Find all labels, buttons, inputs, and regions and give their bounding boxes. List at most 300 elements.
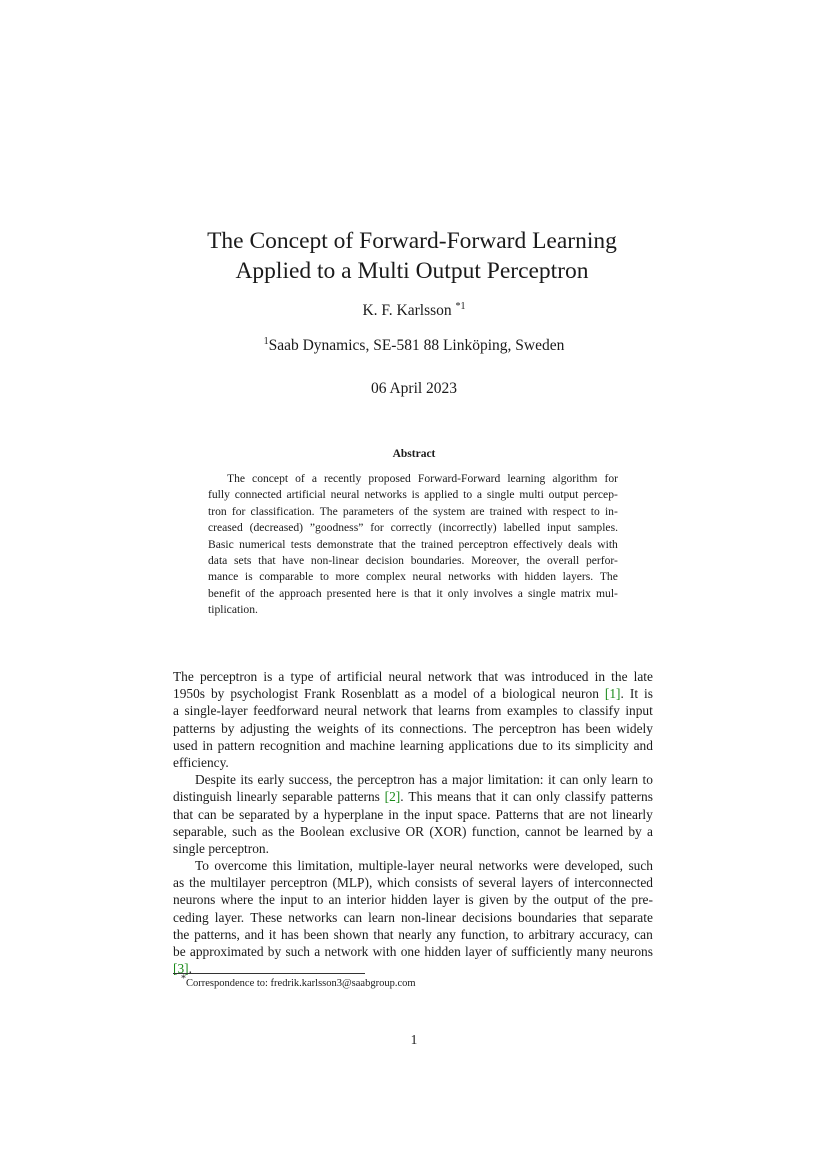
word: where	[220, 892, 254, 908]
word: neural	[330, 488, 360, 502]
word: ceding	[173, 909, 209, 925]
word: of	[295, 472, 305, 485]
word: complex	[365, 570, 406, 584]
word: efficiency.	[173, 754, 229, 770]
word: that	[373, 926, 394, 942]
word: consists	[414, 875, 458, 891]
word: was	[504, 669, 526, 684]
word: are	[470, 504, 485, 518]
word: such	[232, 823, 257, 839]
word: perceptron	[270, 875, 328, 891]
word: for	[370, 521, 384, 535]
word: only	[447, 586, 469, 600]
word: the	[278, 823, 295, 839]
word: boundaries	[518, 909, 577, 925]
word: system	[433, 504, 466, 518]
word: input	[280, 892, 308, 908]
word: layer.	[214, 909, 245, 925]
footnote	[181, 973, 416, 989]
word: major	[452, 772, 484, 788]
word: non-linear	[310, 553, 359, 567]
abstract-line	[208, 553, 618, 569]
word: a	[441, 772, 448, 788]
word: is	[411, 488, 420, 502]
word: Frank	[304, 686, 336, 702]
word: Rosenblatt	[341, 686, 399, 702]
word: neural	[412, 570, 442, 584]
word: labelled	[503, 521, 541, 535]
word: developed,	[564, 858, 623, 874]
word: connections.	[399, 720, 467, 736]
word: accuracy,	[579, 926, 630, 942]
word: layers.	[562, 570, 594, 584]
word: neurons	[173, 892, 216, 908]
author	[214, 302, 614, 320]
word: by	[210, 686, 225, 702]
word: has	[562, 720, 580, 736]
word: such	[285, 944, 310, 959]
word: given	[478, 892, 509, 908]
abstract-line	[208, 586, 618, 602]
word: neuron	[561, 686, 599, 702]
body-line	[173, 788, 653, 805]
word: more	[335, 570, 360, 584]
word: single	[173, 840, 209, 856]
word: of	[473, 686, 485, 702]
word: the	[403, 806, 421, 822]
word: effectively	[513, 537, 563, 551]
word: exclusive	[349, 823, 401, 839]
word: a	[476, 488, 483, 502]
word: and	[633, 737, 653, 753]
word: Moreover,	[471, 553, 520, 567]
word: (MLP),	[332, 875, 373, 891]
word: recognition	[259, 737, 321, 753]
word: by	[628, 823, 642, 839]
word: function,	[460, 926, 509, 942]
word: the	[611, 669, 628, 684]
word: it	[500, 789, 509, 805]
word: been	[303, 926, 329, 942]
title-line-2: Applied to a Multi Output Perceptron	[235, 258, 589, 284]
citation-link[interactable]: [3]	[173, 961, 189, 977]
word: neural	[324, 703, 358, 719]
word: it	[268, 926, 277, 942]
word: can	[198, 806, 217, 822]
word: layer	[465, 944, 492, 959]
word: limitation:	[487, 772, 544, 788]
word: by	[513, 892, 528, 908]
word: cannot	[524, 823, 561, 839]
footnote-text: Correspondence to: fredrik.karlsson3@saabgroup.com	[186, 978, 416, 989]
word: one	[400, 944, 421, 959]
word: its	[381, 720, 394, 736]
body-line	[173, 857, 653, 874]
word: been	[585, 720, 611, 736]
word: hidden	[524, 570, 557, 584]
word: hyperplane	[323, 806, 384, 822]
word: deals	[568, 537, 592, 551]
word: classification.	[250, 504, 315, 518]
word: It	[629, 686, 639, 702]
word: means	[436, 789, 472, 805]
word: trained	[489, 504, 522, 518]
word: its	[557, 737, 571, 753]
word: neurons	[610, 944, 653, 959]
body-line	[173, 874, 653, 891]
word: early	[257, 772, 285, 788]
body-line	[173, 840, 653, 857]
word: pre-	[631, 892, 653, 908]
word: (decreased)	[249, 521, 304, 535]
word: the	[173, 926, 190, 942]
word: of	[319, 669, 331, 684]
word: for	[231, 504, 246, 518]
word: machine	[349, 737, 396, 753]
word: limitation,	[297, 858, 353, 874]
word: percep-	[583, 488, 618, 502]
word: input	[424, 806, 453, 822]
word: The	[173, 669, 194, 684]
word: separate	[609, 909, 653, 925]
word: the	[401, 537, 416, 551]
word: comparable	[259, 570, 314, 584]
word: model	[433, 686, 468, 702]
word: samples.	[577, 521, 618, 535]
word: by	[221, 720, 235, 736]
word: is	[644, 686, 653, 702]
word: not	[589, 806, 607, 822]
word: learned	[583, 823, 624, 839]
word: the	[336, 772, 354, 788]
word: output	[554, 892, 589, 908]
word: network	[324, 944, 369, 959]
word: a	[314, 944, 321, 959]
word: learn	[611, 772, 639, 788]
word: neural	[439, 858, 474, 874]
word: single-layer	[184, 703, 248, 719]
word: learning	[399, 737, 444, 753]
word: proposed	[368, 472, 411, 485]
body-line	[173, 771, 653, 788]
word: with	[527, 504, 548, 518]
word: The	[599, 570, 618, 584]
word: due	[518, 737, 538, 753]
word: that	[173, 806, 194, 822]
word: late	[633, 669, 653, 684]
abstract-heading: Abstract	[392, 448, 436, 460]
word: approximated	[189, 944, 264, 959]
word: that	[413, 586, 432, 600]
word: it	[436, 586, 443, 600]
word: only	[582, 772, 607, 788]
word: classify	[578, 703, 620, 719]
word: a	[278, 669, 285, 684]
word: a	[312, 806, 319, 822]
word: any	[436, 926, 456, 942]
affiliation-mark: 1	[263, 335, 269, 347]
word: the	[294, 720, 312, 736]
word: of	[593, 892, 605, 908]
word: is	[244, 570, 253, 584]
word: The	[227, 472, 246, 485]
word: many	[576, 944, 607, 959]
word: numerical	[239, 537, 286, 551]
word: tests	[290, 537, 312, 551]
word: (incorrectly)	[438, 521, 497, 535]
word: Despite	[195, 772, 236, 788]
word: in	[388, 806, 399, 822]
word: input	[547, 521, 571, 535]
word: nearly	[398, 926, 432, 942]
word: of	[398, 504, 409, 518]
word: an	[328, 892, 342, 908]
word: a	[173, 703, 179, 719]
word: matrix	[560, 586, 591, 600]
word: can	[634, 926, 653, 942]
word: mul-	[596, 586, 618, 600]
word: the	[259, 586, 275, 600]
body-line	[173, 823, 653, 840]
word: shown	[333, 926, 369, 942]
word: is	[401, 586, 409, 600]
page-number: 1	[410, 1032, 418, 1047]
word: [3].	[173, 961, 192, 977]
word: decision	[365, 553, 404, 567]
word: algorithm	[552, 472, 598, 485]
word: separated	[239, 806, 290, 822]
word: fully	[208, 488, 230, 502]
word: to	[563, 703, 574, 719]
author-mark: *1	[455, 300, 466, 312]
word: in-	[604, 504, 618, 518]
body-line	[173, 960, 653, 977]
word: neural	[388, 669, 422, 684]
word: interior	[346, 892, 386, 908]
word: for	[604, 472, 618, 485]
word: can	[559, 772, 579, 788]
word: of	[462, 875, 474, 891]
word: interconnected	[574, 875, 653, 891]
word: the	[526, 553, 541, 567]
word: arbitrary	[528, 926, 575, 942]
citation-link[interactable]: [1]	[604, 686, 621, 702]
word: has	[280, 926, 299, 942]
abstract-line	[208, 569, 618, 585]
word: in	[594, 669, 606, 684]
body-line	[173, 668, 653, 685]
word: perfor-	[585, 553, 618, 567]
word: that	[412, 703, 433, 719]
word: benefit	[208, 586, 241, 600]
word: overall	[547, 553, 580, 567]
word: and	[244, 926, 264, 942]
word: success,	[288, 772, 333, 788]
word: separable	[282, 789, 333, 805]
word: tron	[208, 504, 227, 518]
word: Forward-Forward	[417, 472, 501, 485]
author-name: K. F. Karlsson	[362, 302, 456, 319]
word: as	[404, 686, 416, 702]
word: adjusting	[240, 720, 290, 736]
word: 1950s	[173, 686, 205, 702]
word: from	[475, 703, 502, 719]
word: demonstrate	[316, 537, 374, 551]
word: recently	[323, 472, 362, 485]
word: networks	[364, 488, 407, 502]
word: mance	[208, 570, 239, 584]
word: to	[590, 504, 600, 518]
word: are	[568, 806, 585, 822]
word: and	[325, 737, 345, 753]
word: decisions	[462, 909, 512, 925]
word: perceptron	[199, 669, 258, 684]
word: This	[408, 789, 433, 805]
word: ”goodness”	[309, 521, 364, 535]
word: single	[486, 488, 515, 502]
word: of	[558, 875, 570, 891]
word: were	[533, 858, 560, 874]
word: network	[363, 703, 407, 719]
word: widely	[616, 720, 653, 736]
affiliation	[164, 337, 664, 355]
word: hidden	[424, 944, 461, 959]
introduction-body	[173, 668, 653, 977]
word: of	[496, 944, 508, 959]
word: patterns	[337, 789, 380, 805]
paper-title	[150, 226, 674, 286]
word: is	[263, 669, 273, 684]
word: to	[312, 892, 324, 908]
word: a	[517, 586, 523, 600]
word: These	[250, 909, 283, 925]
word: involves	[473, 586, 513, 600]
word: with	[597, 537, 618, 551]
word: Basic	[208, 537, 234, 551]
body-line	[173, 737, 653, 754]
abstract-line	[208, 602, 618, 618]
word: multilayer	[210, 875, 266, 891]
word: be	[221, 806, 235, 822]
word: that	[258, 553, 276, 567]
body-line	[173, 806, 653, 823]
body-line	[173, 909, 653, 926]
word: presented	[326, 586, 372, 600]
word: to	[513, 926, 524, 942]
word: space.	[457, 806, 491, 822]
word: examples	[506, 703, 558, 719]
word: to	[542, 737, 553, 753]
word: perceptron	[357, 772, 415, 788]
body-line	[173, 891, 653, 908]
word: several	[478, 875, 517, 891]
word: its	[240, 772, 254, 788]
word: of	[364, 720, 376, 736]
word: artificial	[336, 669, 383, 684]
word: layers	[521, 875, 554, 891]
word: simplicity	[575, 737, 629, 753]
word: that	[378, 537, 397, 551]
word: introduced	[531, 669, 589, 684]
word: applications	[448, 737, 514, 753]
word: to	[463, 488, 473, 502]
word: can	[512, 789, 532, 805]
word: linearly	[611, 806, 653, 822]
word: linearly	[236, 789, 278, 805]
word: parameters	[342, 504, 394, 518]
word: feedforward	[253, 703, 319, 719]
abstract-line	[208, 537, 618, 553]
word: weights	[317, 720, 359, 736]
word: learns	[437, 703, 470, 719]
body-line	[173, 754, 653, 771]
word: approach	[279, 586, 322, 600]
word: such	[628, 858, 653, 874]
word: overcome	[214, 858, 268, 874]
word: The	[319, 504, 338, 518]
abstract-line	[208, 520, 618, 536]
word: a	[490, 686, 497, 702]
word: patterns,	[194, 926, 240, 942]
word: only	[536, 789, 561, 805]
word: The	[472, 720, 494, 736]
body-line	[173, 926, 653, 943]
word: psychologist	[230, 686, 299, 702]
word: a	[311, 472, 317, 485]
word: by	[267, 944, 282, 959]
word: [2].	[384, 789, 404, 805]
word: To	[195, 858, 209, 874]
word: can	[343, 909, 363, 925]
word: artificial	[286, 488, 326, 502]
word: distinguish	[173, 789, 232, 805]
word: be	[173, 944, 186, 959]
word: the	[189, 875, 206, 891]
word: the	[258, 892, 275, 908]
abstract-line	[208, 471, 618, 487]
word: biological	[502, 686, 556, 702]
abstract-body	[208, 471, 618, 619]
word: patterns	[173, 720, 216, 736]
word: multiple-layer	[358, 858, 435, 874]
word: hidden	[391, 892, 428, 908]
word: connected	[234, 488, 282, 502]
body-line	[173, 702, 653, 719]
word: input	[625, 703, 653, 719]
word: by	[294, 806, 309, 822]
word: concept	[252, 472, 289, 485]
publication-date: 06 April 2023	[370, 380, 458, 397]
word: applied	[424, 488, 459, 502]
word: which	[377, 875, 410, 891]
word: patterns	[610, 789, 653, 805]
word: learn	[368, 909, 395, 925]
word: with	[497, 570, 518, 584]
word: creased	[208, 521, 243, 535]
word: layer	[432, 892, 460, 908]
word: [1].	[604, 686, 624, 702]
body-line	[173, 943, 653, 960]
word: has	[419, 772, 438, 788]
title-line-1: The Concept of Forward-Forward Learning	[207, 228, 617, 254]
word: multi	[519, 488, 544, 502]
word: networks	[288, 909, 338, 925]
word: learning	[507, 472, 546, 485]
word: Boolean	[299, 823, 345, 839]
word: data	[208, 553, 228, 567]
citation-link[interactable]: [2]	[384, 789, 401, 805]
word: the	[609, 892, 627, 908]
